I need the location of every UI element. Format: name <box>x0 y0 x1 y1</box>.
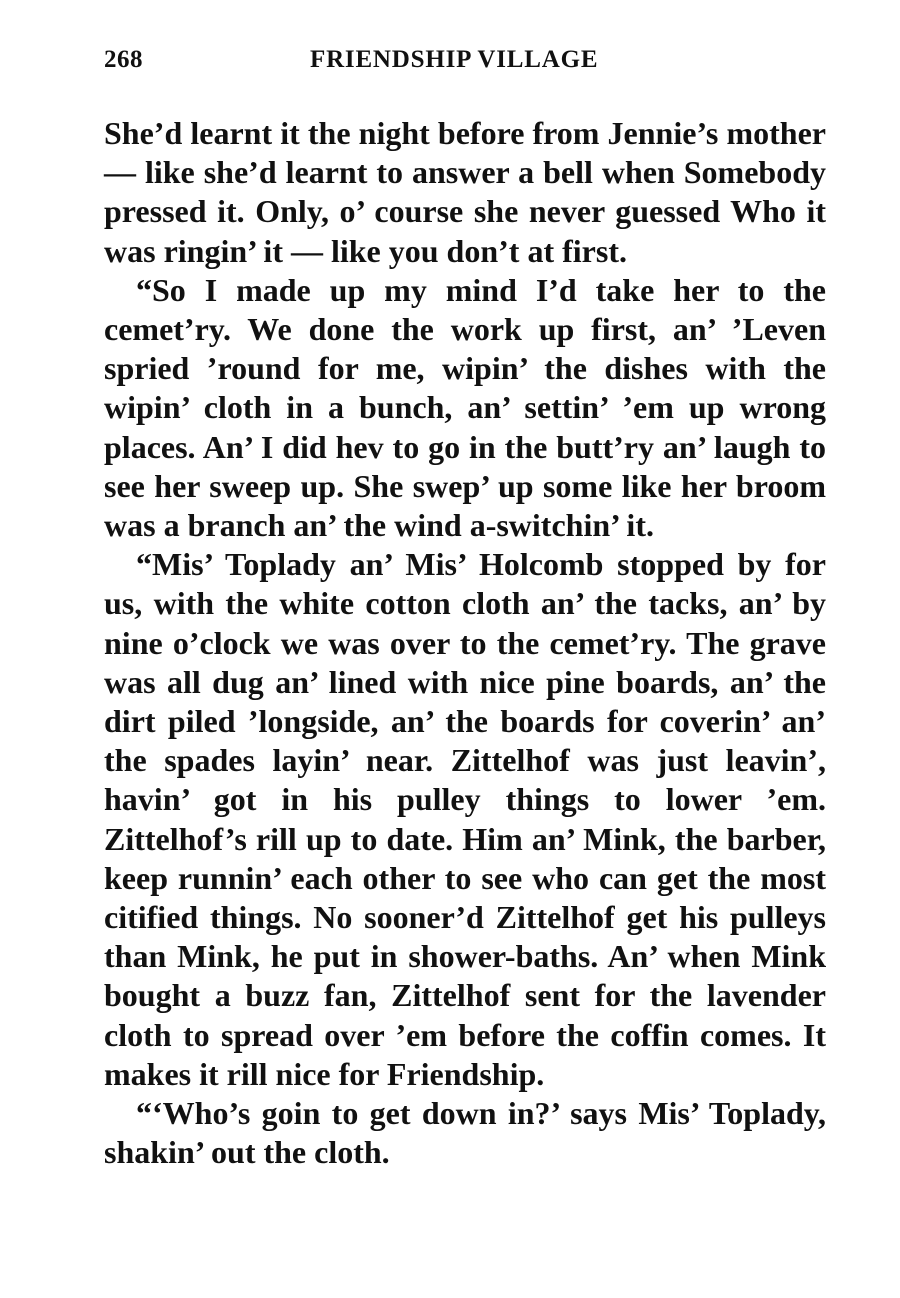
page-header <box>104 46 826 90</box>
paragraph-4: “‘Who’s goin to get down in?’ says Mis’ Toplady, shakin’ out the cloth. <box>104 1095 826 1171</box>
paragraph-3: “Mis’ Toplady an’ Mis’ Holcomb stopped by for us, with the white cotton cloth an’ the tacks, an’ by nine o’clock we was over to the cemet’ry. The grave was all dug an’ lined with nice pine boards, an’ the dirt piled ’longside, an’ the boards for coverin’ an’ the spades layin’ near. Zittelhof was just leavin’, havin’ got in his pulley things to lower ’em. Zittelhof’s rill up to date. Him an’ Mink, the barber, keep runnin’ each other to see who can get the most citified things. No sooner’d Zittelhof get his pulleys than Mink, he put in shower-baths. An’ when Mink bought a buzz fan, Zittelhof sent for the lavender cloth to spread over ’em before the coffin comes. It makes it rill nice for Friendship. <box>104 546 826 1092</box>
paragraph-1: She’d learnt it the night before from Jennie’s mother — like she’d learnt to answer a bell when Somebody pressed it. Only, o’ course she never guessed Who it was ringin’ it — like you don’t at first. <box>104 115 826 269</box>
book-page <box>104 46 826 1172</box>
page-number: 268 <box>104 46 143 73</box>
page-body <box>104 114 826 1172</box>
running-title: FRIENDSHIP VILLAGE <box>310 46 599 73</box>
paragraph-2: “So I made up my mind I’d take her to the cemet’ry. We done the work up first, an’ ’Leven spried ’round for me, wipin’ the dishes with the wipin’ cloth in a bunch, an’ settin’ ’em up wrong places. An’ I did hev to go in the butt’ry an’ laugh to see her sweep up. She swep’ up some like her broom was a branch an’ the wind a-switchin’ it. <box>104 271 826 544</box>
